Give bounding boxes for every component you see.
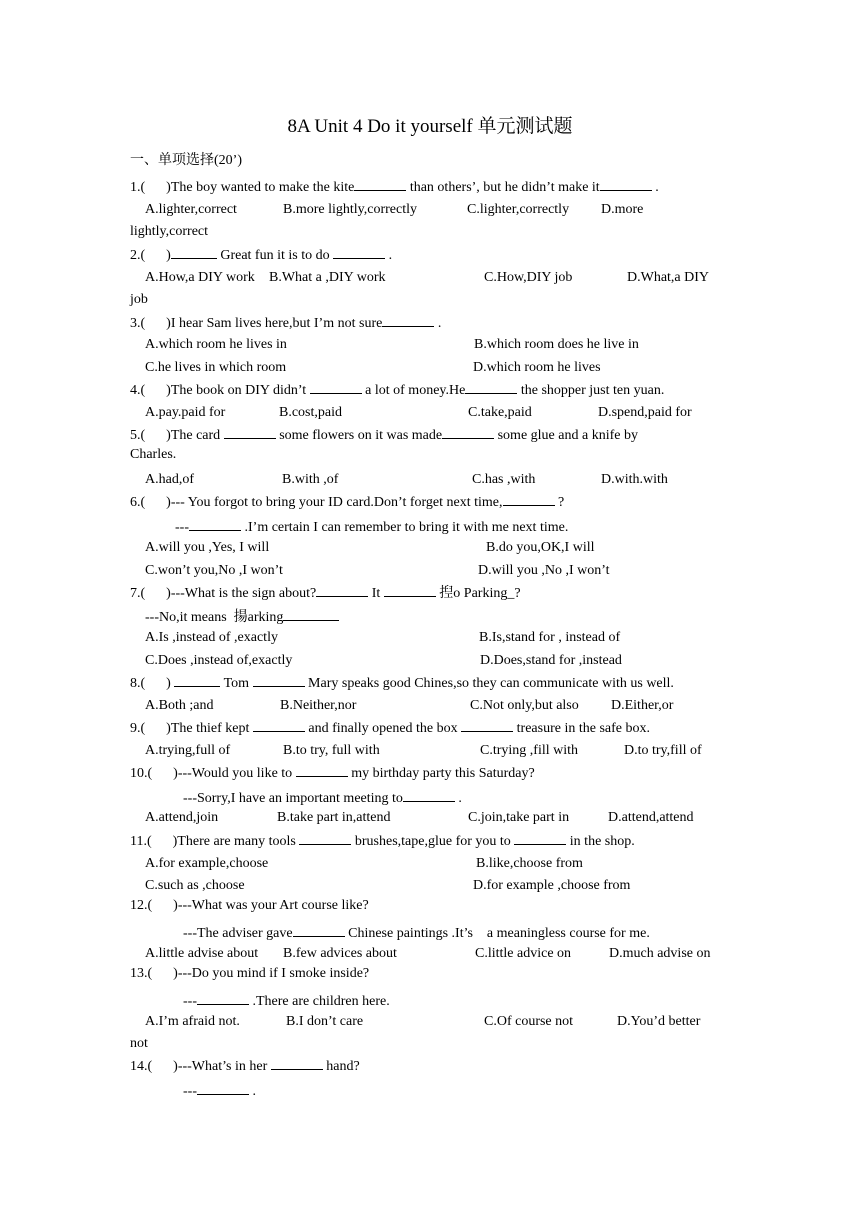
question-8: 8.( ) Tom Mary speaks good Chines,so they can communicate with us well. [130, 672, 674, 693]
question-7: 7.( )---What is the sign about? It 揑o Parking_? [130, 582, 521, 603]
option-a: A.had,of [145, 472, 194, 487]
option-a: A.How,a DIY work [145, 270, 255, 285]
question-14: 14.( )---What’s in her hand? [130, 1055, 360, 1076]
option-d: D.much advise on [609, 946, 711, 961]
blank [600, 176, 652, 191]
option-d: D.for example ,choose from [473, 878, 631, 893]
question-2: 2.( ) Great fun it is to do . [130, 244, 392, 265]
option-b: B.What a ,DIY work [269, 270, 386, 285]
option-a: A.pay.paid for [145, 405, 226, 420]
question-13: 13.( )---Do you mind if I smoke inside? [130, 966, 370, 981]
option-a: A.lighter,correct [145, 202, 237, 217]
blank [171, 244, 217, 259]
question-10: 10.( )---Would you like to my birthday party this Saturday? [130, 762, 535, 783]
question-7-response: ---No,it means 揚arking [145, 606, 339, 627]
blank [253, 672, 305, 687]
option-c: C.little advice on [475, 946, 572, 961]
blank [271, 1055, 323, 1070]
blank [197, 1080, 249, 1095]
blank [316, 582, 368, 597]
option-c: C.won’t you,No ,I won’t [145, 563, 283, 578]
option-b: B.more lightly,correctly [283, 202, 417, 217]
blank [189, 516, 241, 531]
blank [503, 491, 555, 506]
blank [354, 176, 406, 191]
blank [442, 424, 494, 439]
option-d: D.Either,or [611, 698, 674, 713]
option-d: D.more [601, 202, 644, 217]
option-d: D.which room he lives [473, 360, 601, 375]
option-d: D.will you ,No ,I won’t [478, 563, 610, 578]
option-d-continued: lightly,correct [130, 224, 209, 239]
question-3: 3.( )I hear Sam lives here,but I’m not sure . [130, 312, 441, 333]
option-c: C.has ,with [472, 472, 536, 487]
option-a: A.for example,choose [145, 856, 269, 871]
option-d: D.attend,attend [608, 810, 694, 825]
question-4: 4.( )The book on DIY didn’t a lot of money.He the shopper just ten yuan. [130, 379, 664, 400]
option-b: B.to try, full with [283, 743, 380, 758]
option-b: B.few advices about [283, 946, 397, 961]
option-d: D.to try,fill of [624, 743, 702, 758]
option-b: B.do you,OK,I will [486, 540, 595, 555]
question-14-response: --- . [183, 1080, 256, 1101]
blank [333, 244, 385, 259]
option-b: B.with ,of [282, 472, 339, 487]
document-title: 8A Unit 4 Do it yourself 单元测试题 [287, 116, 573, 137]
blank [461, 717, 513, 732]
option-c: C.join,take part in [468, 810, 570, 825]
option-c: C.Not only,but also [470, 698, 579, 713]
option-a: A.Both ;and [145, 698, 214, 713]
blank [299, 830, 351, 845]
option-c: C.How,DIY job [484, 270, 573, 285]
option-c: C.trying ,fill with [480, 743, 578, 758]
blank [382, 312, 434, 327]
option-a: A.will you ,Yes, I will [145, 540, 270, 555]
option-b: B.Neither,nor [280, 698, 357, 713]
option-a: A.which room he lives in [145, 337, 287, 352]
blank [174, 672, 220, 687]
option-d: D.Does,stand for ,instead [480, 653, 622, 668]
option-a: A.I’m afraid not. [145, 1014, 240, 1029]
option-d: D.spend,paid for [598, 405, 692, 420]
question-6-response: --- .I’m certain I can remember to bring it with me next time. [175, 516, 568, 537]
question-6: 6.( )--- You forgot to bring your ID card.Don’t forget next time, ? [130, 491, 564, 512]
option-b: B.like,choose from [476, 856, 583, 871]
option-a: A.little advise about [145, 946, 259, 961]
option-c: C.such as ,choose [145, 878, 245, 893]
question-5: 5.( )The card some flowers on it was made some glue and a knife by [130, 424, 638, 445]
option-a: A.trying,full of [145, 743, 231, 758]
blank [253, 717, 305, 732]
blank [224, 424, 276, 439]
option-b: B.take part in,attend [277, 810, 391, 825]
question-11: 11.( )There are many tools brushes,tape,glue for you to in the shop. [130, 830, 635, 851]
option-d: D.You’d better [617, 1014, 701, 1029]
option-d-continued: not [130, 1036, 148, 1051]
blank [403, 787, 455, 802]
option-c: C.lighter,correctly [467, 202, 570, 217]
option-a: A.Is ,instead of ,exactly [145, 630, 278, 645]
blank [197, 990, 249, 1005]
question-9: 9.( )The thief kept and finally opened the box treasure in the safe box. [130, 717, 650, 738]
option-c: C.Of course not [484, 1014, 574, 1029]
blank [514, 830, 566, 845]
option-b: B.cost,paid [279, 405, 342, 420]
question-13-response: --- .There are children here. [183, 990, 390, 1011]
option-b: B.which room does he live in [474, 337, 639, 352]
blank [384, 582, 436, 597]
blank [296, 762, 348, 777]
blank [310, 379, 362, 394]
question-12: 12.( )---What was your Art course like? [130, 898, 369, 913]
question-12-response: ---The adviser gave Chinese paintings .It’s a meaningless course for me. [183, 922, 650, 943]
option-d-continued: job [130, 292, 148, 307]
option-d: D.What,a DIY [627, 270, 710, 285]
option-c: C.Does ,instead of,exactly [145, 653, 293, 668]
option-c: C.he lives in which room [145, 360, 287, 375]
question-10-response: ---Sorry,I have an important meeting to . [183, 787, 462, 808]
option-c: C.take,paid [468, 405, 532, 420]
section-heading: 一、单项选择(20’) [130, 153, 242, 168]
question-1: 1.( )The boy wanted to make the kite than others’, but he didn’t make it . [130, 176, 659, 197]
blank [293, 922, 345, 937]
blank [283, 606, 339, 621]
option-b: B.I don’t care [286, 1014, 364, 1029]
option-d: D.with.with [601, 472, 668, 487]
blank [465, 379, 517, 394]
option-a: A.attend,join [145, 810, 219, 825]
option-b: B.Is,stand for , instead of [479, 630, 621, 645]
question-5-continued: Charles. [130, 447, 177, 462]
